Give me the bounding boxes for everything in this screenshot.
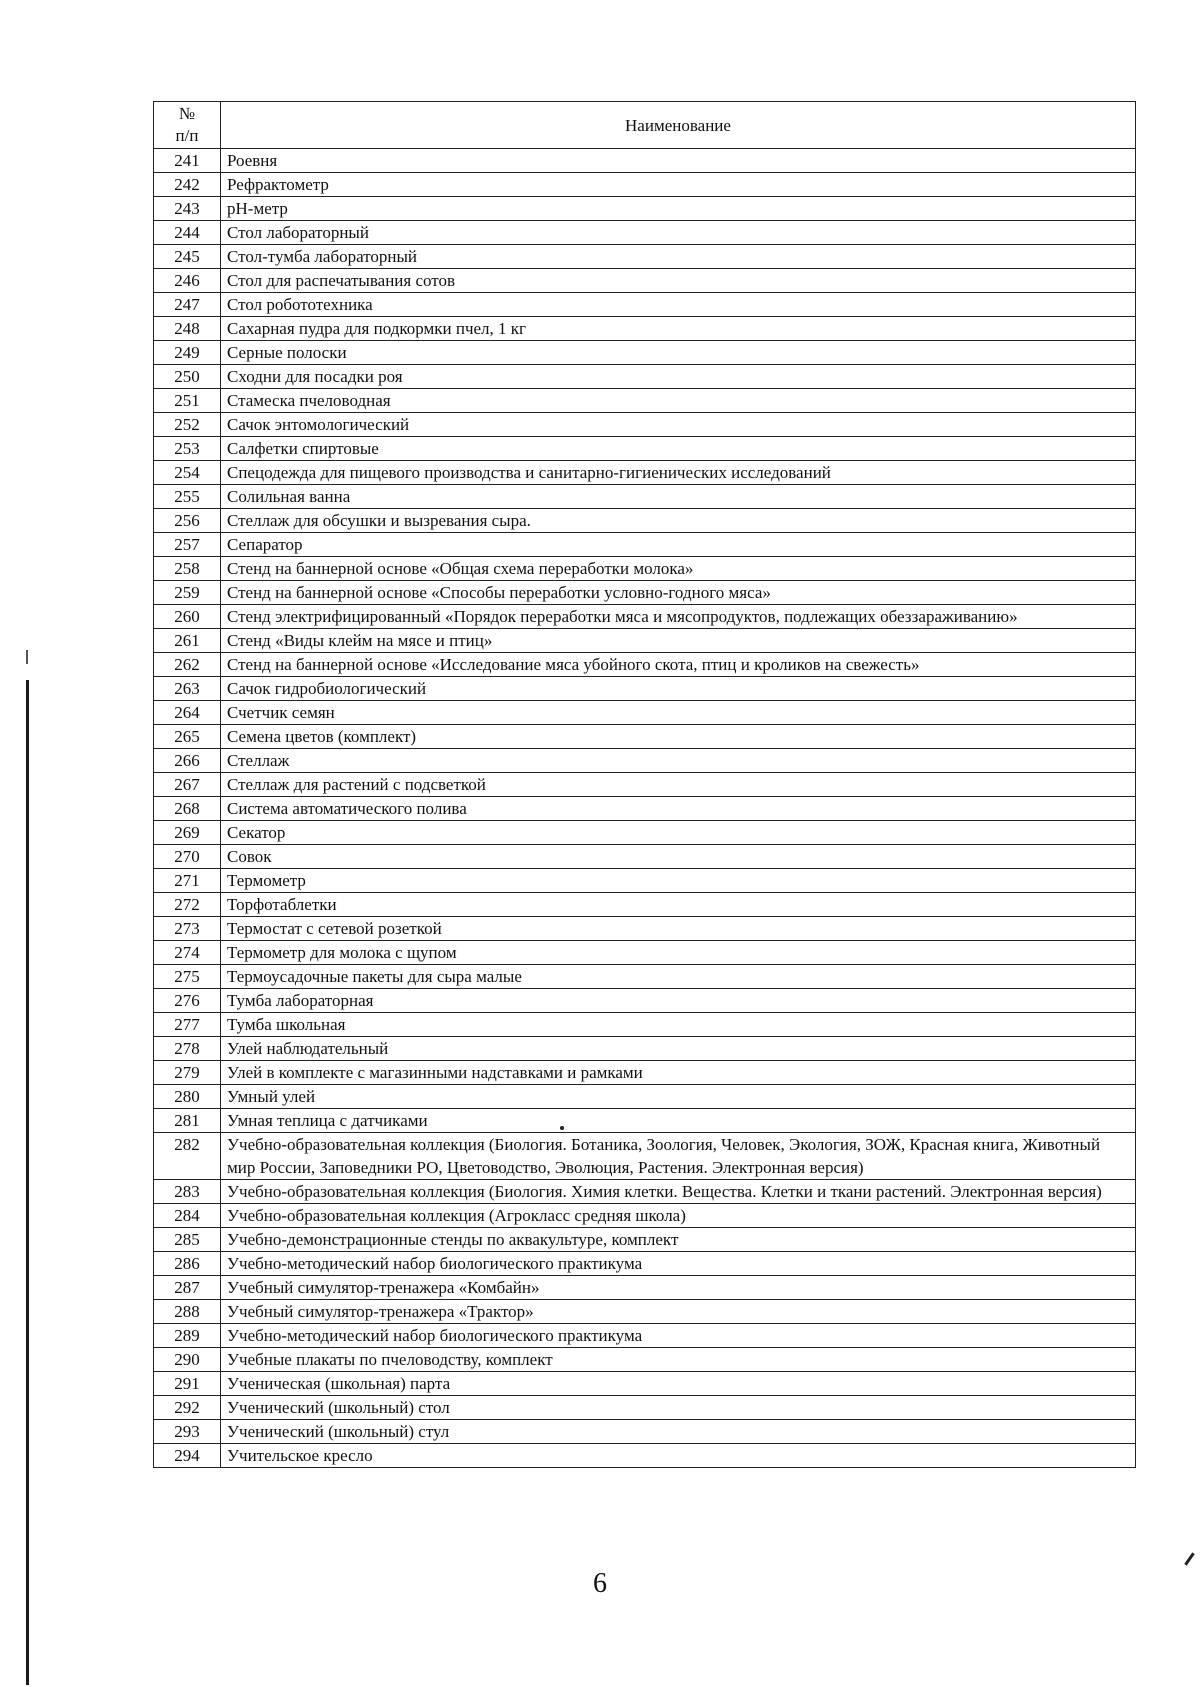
row-name: Учительское кресло — [221, 1444, 1136, 1468]
page-number: 6 — [593, 1568, 607, 1599]
row-number: 245 — [154, 245, 221, 269]
row-name: Учебно-методический набор биологического практикума — [221, 1252, 1136, 1276]
row-number: 265 — [154, 725, 221, 749]
table-row — [154, 1085, 1136, 1109]
row-name: Система автоматического полива — [221, 797, 1136, 821]
row-name: Ученическая (школьная) парта — [221, 1372, 1136, 1396]
row-number: 286 — [154, 1252, 221, 1276]
row-name: Стеллаж для обсушки и вызревания сыра. — [221, 509, 1136, 533]
table-row — [154, 557, 1136, 581]
column-header-number — [154, 102, 221, 149]
row-name: Секатор — [221, 821, 1136, 845]
table-row — [154, 341, 1136, 365]
row-name: Стенд «Виды клейм на мясе и птиц» — [221, 629, 1136, 653]
row-number: 274 — [154, 941, 221, 965]
table-row — [154, 1037, 1136, 1061]
row-number: 255 — [154, 485, 221, 509]
row-number: 252 — [154, 413, 221, 437]
row-number: 283 — [154, 1180, 221, 1204]
row-number: 280 — [154, 1085, 221, 1109]
table-row — [154, 701, 1136, 725]
row-name: Умный улей — [221, 1085, 1136, 1109]
row-name: Роевня — [221, 149, 1136, 173]
row-number: 277 — [154, 1013, 221, 1037]
table-row — [154, 149, 1136, 173]
row-number: 281 — [154, 1109, 221, 1133]
table-row — [154, 365, 1136, 389]
row-number: 267 — [154, 773, 221, 797]
table-row — [154, 965, 1136, 989]
row-name: Термостат с сетевой розеткой — [221, 917, 1136, 941]
row-name: Термометр — [221, 869, 1136, 893]
row-name: pH-метр — [221, 197, 1136, 221]
row-name: Стол лабораторный — [221, 221, 1136, 245]
scan-left-edge — [26, 680, 29, 1685]
table-row — [154, 1444, 1136, 1468]
table-row — [154, 869, 1136, 893]
row-name: Стол для распечатывания сотов — [221, 269, 1136, 293]
row-number: 261 — [154, 629, 221, 653]
row-name: Учебно-демонстрационные стенды по аквакультуре, комплект — [221, 1228, 1136, 1252]
row-number: 256 — [154, 509, 221, 533]
table-row — [154, 749, 1136, 773]
row-number: 291 — [154, 1372, 221, 1396]
row-name: Стол-тумба лабораторный — [221, 245, 1136, 269]
column-header-name: Наименование — [221, 102, 1136, 149]
row-name: Серные полоски — [221, 341, 1136, 365]
table-row — [154, 725, 1136, 749]
row-name: Сахарная пудра для подкормки пчел, 1 кг — [221, 317, 1136, 341]
row-number: 249 — [154, 341, 221, 365]
table-row — [154, 389, 1136, 413]
row-number: 279 — [154, 1061, 221, 1085]
row-name: Рефрактометр — [221, 173, 1136, 197]
row-number: 259 — [154, 581, 221, 605]
table-row — [154, 629, 1136, 653]
column-header-number-line2: п/п — [175, 126, 199, 145]
table-row — [154, 917, 1136, 941]
row-name: Учебный симулятор-тренажера «Комбайн» — [221, 1276, 1136, 1300]
row-name: Стенд электрифицированный «Порядок переработки мяса и мясопродуктов, подлежащих обеззараживанию» — [221, 605, 1136, 629]
row-number: 288 — [154, 1300, 221, 1324]
row-number: 246 — [154, 269, 221, 293]
row-number: 269 — [154, 821, 221, 845]
row-number: 270 — [154, 845, 221, 869]
row-name: Стол робототехника — [221, 293, 1136, 317]
row-name: Ученический (школьный) стол — [221, 1396, 1136, 1420]
row-number: 247 — [154, 293, 221, 317]
table-row — [154, 1324, 1136, 1348]
row-name: Стенд на баннерной основе «Общая схема переработки молока» — [221, 557, 1136, 581]
row-number: 284 — [154, 1204, 221, 1228]
column-header-number-line1: № — [178, 104, 196, 123]
table-row — [154, 821, 1136, 845]
row-number: 285 — [154, 1228, 221, 1252]
row-number: 263 — [154, 677, 221, 701]
row-name: Стеллаж — [221, 749, 1136, 773]
row-name: Салфетки спиртовые — [221, 437, 1136, 461]
row-number: 250 — [154, 365, 221, 389]
row-name: Стеллаж для растений с подсветкой — [221, 773, 1136, 797]
table-row — [154, 1180, 1136, 1204]
table-row — [154, 269, 1136, 293]
row-name: Учебные плакаты по пчеловодству, комплект — [221, 1348, 1136, 1372]
row-number: 282 — [154, 1133, 221, 1180]
row-name: Сачок гидробиологический — [221, 677, 1136, 701]
table-row — [154, 581, 1136, 605]
row-name: Спецодежда для пищевого производства и санитарно-гигиенических исследований — [221, 461, 1136, 485]
table-row — [154, 1420, 1136, 1444]
scan-artifact-mark — [26, 650, 28, 664]
row-number: 273 — [154, 917, 221, 941]
row-number: 241 — [154, 149, 221, 173]
table-row — [154, 533, 1136, 557]
row-name: Сепаратор — [221, 533, 1136, 557]
table-row — [154, 221, 1136, 245]
row-number: 278 — [154, 1037, 221, 1061]
row-name: Сачок энтомологический — [221, 413, 1136, 437]
row-number: 293 — [154, 1420, 221, 1444]
table-row — [154, 1372, 1136, 1396]
row-name: Учебно-образовательная коллекция (Биология. Ботаника, Зоология, Человек, Экология, ЗОЖ, Красная книга, Животный мир России, Заповедники РО, Цветоводство, Эволюция, Растения. Электронная версия) — [221, 1133, 1136, 1180]
row-number: 260 — [154, 605, 221, 629]
table-row — [154, 1109, 1136, 1133]
table-row — [154, 509, 1136, 533]
table-row — [154, 1252, 1136, 1276]
table-row — [154, 1228, 1136, 1252]
table-header-row — [154, 102, 1136, 149]
table-row — [154, 677, 1136, 701]
row-name: Учебно-образовательная коллекция (Агрокласс средняя школа) — [221, 1204, 1136, 1228]
row-number: 244 — [154, 221, 221, 245]
table-row — [154, 653, 1136, 677]
table-row — [154, 485, 1136, 509]
table-row — [154, 245, 1136, 269]
table-row — [154, 437, 1136, 461]
table-row — [154, 1061, 1136, 1085]
row-name: Улей наблюдательный — [221, 1037, 1136, 1061]
row-number: 272 — [154, 893, 221, 917]
table-row — [154, 1348, 1136, 1372]
scan-corner-mark — [1184, 1552, 1194, 1565]
table-row — [154, 773, 1136, 797]
table-row — [154, 317, 1136, 341]
row-number: 253 — [154, 437, 221, 461]
row-name: Улей в комплекте с магазинными надставками и рамками — [221, 1061, 1136, 1085]
table-row — [154, 1204, 1136, 1228]
table-row — [154, 1013, 1136, 1037]
row-name: Тумба школьная — [221, 1013, 1136, 1037]
table-row — [154, 1300, 1136, 1324]
row-name: Учебно-методический набор биологического практикума — [221, 1324, 1136, 1348]
row-number: 276 — [154, 989, 221, 1013]
table-row — [154, 605, 1136, 629]
row-name: Ученический (школьный) стул — [221, 1420, 1136, 1444]
row-number: 254 — [154, 461, 221, 485]
row-number: 294 — [154, 1444, 221, 1468]
row-name: Учебный симулятор-тренажера «Трактор» — [221, 1300, 1136, 1324]
table-row — [154, 797, 1136, 821]
row-name: Совок — [221, 845, 1136, 869]
row-name: Термоусадочные пакеты для сыра малые — [221, 965, 1136, 989]
row-number: 264 — [154, 701, 221, 725]
row-number: 251 — [154, 389, 221, 413]
table-row — [154, 293, 1136, 317]
table-row — [154, 1276, 1136, 1300]
inventory-table — [153, 101, 1136, 1468]
row-name: Учебно-образовательная коллекция (Биология. Химия клетки. Вещества. Клетки и ткани растений. Электронная версия) — [221, 1180, 1136, 1204]
row-name: Семена цветов (комплект) — [221, 725, 1136, 749]
table-row — [154, 1133, 1136, 1180]
row-number: 257 — [154, 533, 221, 557]
table-row — [154, 893, 1136, 917]
row-name: Солильная ванна — [221, 485, 1136, 509]
table-row — [154, 461, 1136, 485]
row-name: Торфотаблетки — [221, 893, 1136, 917]
row-number: 258 — [154, 557, 221, 581]
row-name: Сходни для посадки роя — [221, 365, 1136, 389]
row-number: 243 — [154, 197, 221, 221]
table-row — [154, 845, 1136, 869]
row-number: 262 — [154, 653, 221, 677]
row-number: 290 — [154, 1348, 221, 1372]
table-row — [154, 413, 1136, 437]
table-row — [154, 941, 1136, 965]
row-name: Стамеска пчеловодная — [221, 389, 1136, 413]
row-number: 289 — [154, 1324, 221, 1348]
table-body — [154, 149, 1136, 1468]
row-number: 287 — [154, 1276, 221, 1300]
table-row — [154, 989, 1136, 1013]
row-number: 275 — [154, 965, 221, 989]
row-number: 266 — [154, 749, 221, 773]
row-number: 242 — [154, 173, 221, 197]
row-number: 292 — [154, 1396, 221, 1420]
row-name: Стенд на баннерной основе «Способы переработки условно-годного мяса» — [221, 581, 1136, 605]
row-number: 268 — [154, 797, 221, 821]
row-name: Термометр для молока с щупом — [221, 941, 1136, 965]
table-row — [154, 173, 1136, 197]
row-name: Счетчик семян — [221, 701, 1136, 725]
row-name: Умная теплица с датчиками — [221, 1109, 1136, 1133]
row-number: 248 — [154, 317, 221, 341]
table-row — [154, 1396, 1136, 1420]
table-row — [154, 197, 1136, 221]
row-name: Стенд на баннерной основе «Исследование мяса убойного скота, птиц и кроликов на свежесть» — [221, 653, 1136, 677]
row-number: 271 — [154, 869, 221, 893]
row-name: Тумба лабораторная — [221, 989, 1136, 1013]
